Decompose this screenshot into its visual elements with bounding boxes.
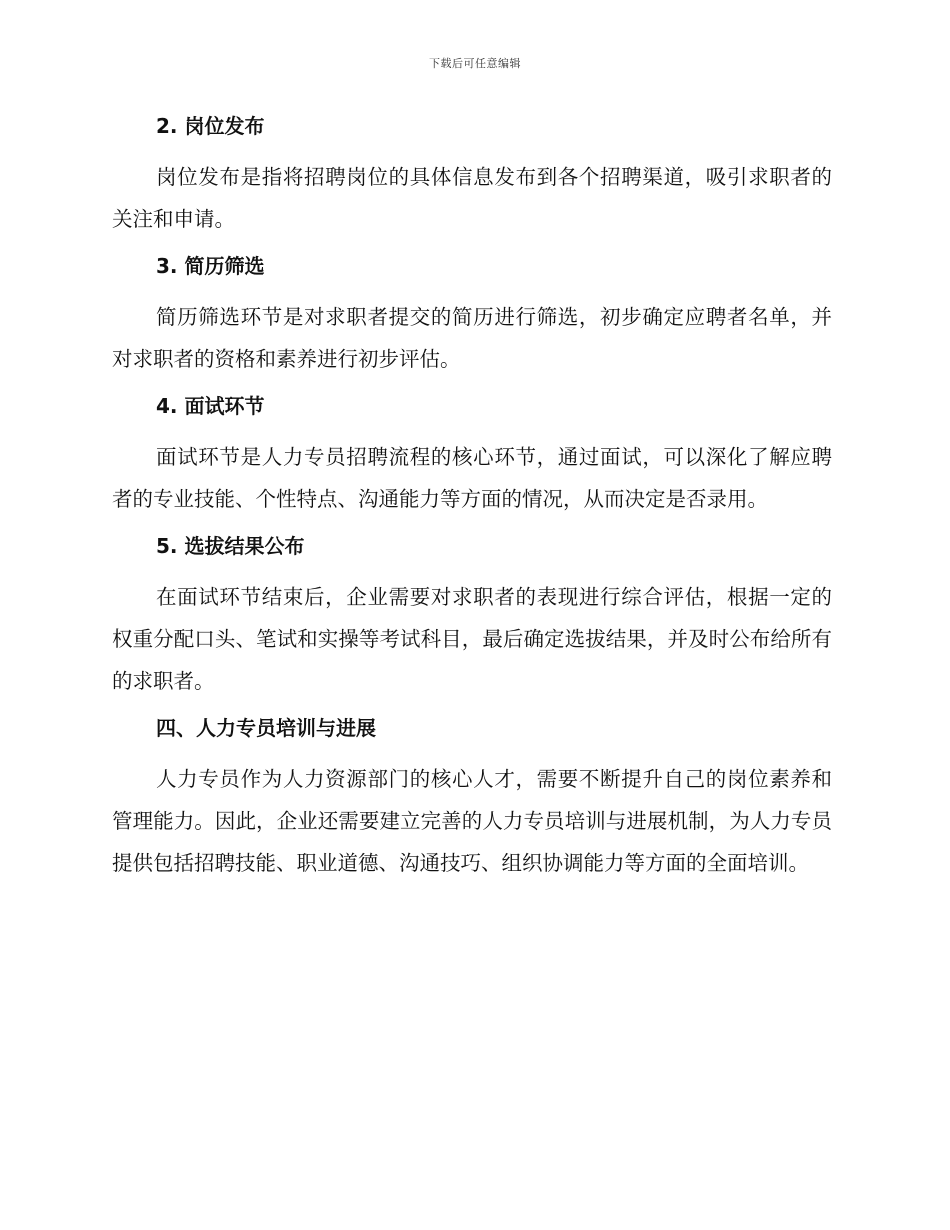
section-heading-training: 四、人力专员培训与进展 bbox=[156, 716, 376, 740]
section-paragraph-selection-results: 在面试环节结束后，企业需要对求职者的表现进行综合评估，根据一定的权重分配口头、笔试和实操等考试科目，最后确定选拔结果，并及时公布给所有的求职者。 bbox=[112, 585, 832, 693]
page-header-note: 下载后可任意编辑 bbox=[429, 57, 521, 70]
section-heading-interview: 4. 面试环节 bbox=[156, 394, 265, 418]
section-heading-selection-results: 5. 选拔结果公布 bbox=[156, 534, 305, 558]
section-paragraph-training: 人力专员作为人力资源部门的核心人才，需要不断提升自己的岗位素养和管理能力。因此，企业还需要建立完善的人力专员培训与进展机制，为人力专员提供包括招聘技能、职业道德、沟通技巧、组织协调能力等方面的全面培训。 bbox=[112, 767, 832, 875]
section-paragraph-resume-screening: 简历筛选环节是对求职者提交的简历进行筛选，初步确定应聘者名单，并对求职者的资格和素养进行初步评估。 bbox=[112, 305, 832, 371]
section-paragraph-interview: 面试环节是人力专员招聘流程的核心环节，通过面试，可以深化了解应聘者的专业技能、个性特点、沟通能力等方面的情况，从而决定是否录用。 bbox=[112, 445, 832, 511]
document-body bbox=[112, 110, 832, 894]
section-paragraph-job-posting: 岗位发布是指将招聘岗位的具体信息发布到各个招聘渠道，吸引求职者的关注和申请。 bbox=[112, 165, 832, 231]
section-heading-job-posting: 2. 岗位发布 bbox=[156, 114, 265, 138]
section-heading-resume-screening: 3. 简历筛选 bbox=[156, 254, 265, 278]
